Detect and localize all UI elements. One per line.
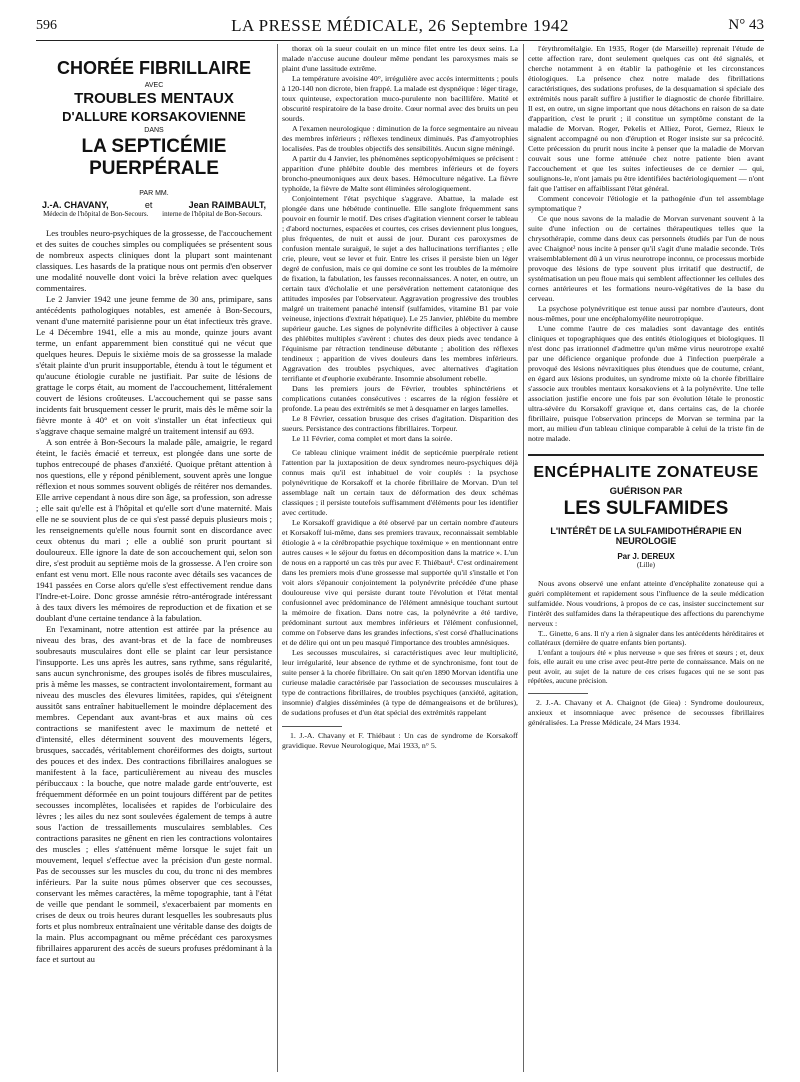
byline-prefix: PAR MM. xyxy=(139,190,169,197)
author: J.-A. CHAVANY, xyxy=(42,200,109,210)
article-subtitle: D'ALLURE KORSAKOVIENNE xyxy=(62,109,246,124)
body-paragraph: Dans les premiers jours de Février, troubles sphinctériens et complications cutanées consécutives : escarres de la région fessière et profonde. La peau des extrémités se met à desquamer en larges lamelles. xyxy=(282,384,518,413)
column-1 xyxy=(36,44,272,1072)
body-paragraph: Les secousses musculaires, si caractéristiques avec leur multiplicité, leur irrégularité, leur absence de rythme et de synchronisme, font tout de suite penser à la chorée fibrillaire. On sait qu'en 1890 Morvan identifia une curieuse maladie caractérisée par l'association de secousses musculaires à type de contractions fibrillaires, de troubles psychiques (anxiété, agitation, insomnie) d'algies disséminées (à type de démangeaisons et de brûlures), de sudations profuses et d'un état spécial des extrémités rappelant xyxy=(282,648,518,717)
body-paragraph: Les troubles neuro-psychiques de la grossesse, de l'accouchement et des suites de couches simples ou compliquées se présentent sous de nombreux aspects cliniques dont la plupart sont maintenant classiques. Les hasards de la pratique nous ont permis d'en observer une modalité nouvelle dont voici la brève relation avec quelques commentaires. xyxy=(36,228,272,293)
author-location: (Lille) xyxy=(637,561,655,569)
footnote: 1. J.-A. Chavany et F. Thiébaut : Un cas de syndrome de Korsakoff gravidique. Revue Neurologique, Mai 1933, n° 5. xyxy=(282,731,518,750)
body-paragraph: La température avoisine 40°, irrégulière avec accès intermittents ; pouls à 120-140 non dicrote, bien frappé. La malade est dyspnéique : léger tirage, toux quinteuse, expectoration muco-purulente non bacillifère. Matité et obscurité respiratoire de la base droite. Cœur normal avec des bruits un peu sourds. xyxy=(282,74,518,123)
author: Par J. DEREUX xyxy=(617,552,675,561)
article-title: CHORÉE FIBRILLAIRE xyxy=(56,58,251,78)
header-rule xyxy=(36,40,764,41)
body-paragraph: A partir du 4 Janvier, les phénomènes septicopyohémiques se précisent : apparition d'une phlébite double des membres inférieurs et de foyers broncho-pneumoniques aux deux bases. Hémoculture négative. La fièvre typhoïde, la fièvre de Malte sont éliminées sérologiquement. xyxy=(282,154,518,193)
affiliation: Médecin de l'hôpital de Bon-Secours. xyxy=(43,210,149,218)
column-divider xyxy=(277,44,278,1072)
article-connector: DANS xyxy=(144,127,164,134)
footnote-rule xyxy=(528,693,588,694)
body-paragraph: La psychose polynévritique est tenue aussi par nombre d'auteurs, dont nous-mêmes, pour une encéphalomyélite neurotropique. xyxy=(528,304,764,323)
body-paragraph: Ce que nous savons de la maladie de Morvan survenant souvent à la suite d'une infection ou de certaines thérapeutiques telles que la chrysothérapie, comme dans deux cas personnels étudiés par l'un de nous avec Chaignot² nous incite à penser qu'il s'agit d'une maladie seconde. Très vraisemblablement dû à un virus neurotrope inconnu, ce processus morbide provoque des lésions de type souvent plus irritatif que destructif, de systématisation un peu floue mais qui semblent affectionner les cellules des cornes antérieures et les formations neuro-végétatives de la base du cerveau. xyxy=(528,214,764,303)
body-paragraph: Le 8 Février, cessation brusque des crises d'agitation. Disparition des sueurs. Persistance des contractions fibrillaires. Torpeur. xyxy=(282,414,518,433)
footnote: 2. J.-A. Chavany et A. Chaignot (de Giea) : Syndrome douloureux, anxieux et insomniaque avec présence de secousses fibrillaires généralisées. La Presse Médicale, 24 Mars 1934. xyxy=(528,698,764,728)
body-paragraph: En l'examinant, notre attention est attirée par la présence au niveau des bras, des avant-bras et de la face de nombreuses soubresauts musculaires dont elle se plaint car leur persistance l'insupporte. Les uns après les autres, sans rythme, sans régularité, sans aucun synchronisme, des groupes isolés de fibres musculaires, pris à même les masses, se contractent involontairement, formant au niveau des muscles des élevures limitées, rapides, qui s'éteignent aussitôt sans entraîner habituellement le moindre déplacement des membres. Cependant aux avant-bras et aux mains où ces contractions se manifestent avec le maximum de netteté et d'intensité, elles déterminent souvent des mouvements légers, brusques, saccadés, véritablement choréiformes des doigts, surtout des pouces et des index. Des contractions fibrillaires analogues se manifestent à la face, particulièrement au niveau des muscles péribuccaux : la bouche, que notre malade garde entr'ouverte, est fréquemment déformée en un point toujours différent par de petites secousses incomplètes, localisées et rapides de l'orbiculaire des lèvres ; les ailes du nez sont soulevées également de temps à autre sous l'action de tressaillements musculaires semblables. Ces contractions parasites ne gênent en rien les contractions volontaires des muscles ; elles s'atténuent même lorsque le sujet fait un mouvement, lequel s'effectue avec la précision d'un geste normal. Pas de secousses sur les muscles du cou, du tronc ni des membres inférieurs. Par la suite nous pûmes observer que ces secousses, conservant les mêmes caractères, la même topographie, tant à l'état de veille que pendant le sommeil, s'exacerbaient par moments en crises de deux ou trois heures durant lesquelles les soubresauts plus forts et plus nombreux entraînaient une véritable danse des doigts de la main. Plus accompagnant ou même précédant ces paroxysmes fibrillaires apparurent des accès de sueurs profuses prédominant à la face et surtout au xyxy=(36,624,272,964)
article-title: ENCÉPHALITE ZONATEUSE xyxy=(533,464,759,481)
article-connector: AVEC xyxy=(144,82,164,89)
body-paragraph: Le 2 Janvier 1942 une jeune femme de 30 ans, primipare, sans antécédents pathologiques notables, est amenée à Bon-Secours, venant d'une maternité parisienne pour un état infectieux très grave. Le 4 Décembre 1941, elle a mis au monde, quinze jours avant terme, un enfant apparemment bien constitué qui ne vécut que quelques heures. Depuis le sixième mois de sa grossesse la malade s'était plainte d'un prurit insupportable, étendu à tout le tégument et qu'aucune étiologie curable ne justifiait. Par suite de lésions de grattage le corps était, au moment de l'accouchement, littéralement couvert de lésions croûteuses. L'accouchement qui se passe sans incidents fait brusquement cesser le prurit, mais dès le même soir la fièvre monte à 40° et on voit s'installer un état infectieux qui s'aggrave chaque semaine malgré un traitement intensif au 693. xyxy=(36,294,272,436)
article-subtitle: TROUBLES MENTAUX xyxy=(74,90,234,107)
body-paragraph: L'enfant a toujours été « plus nerveuse » que ses frères et sœurs ; et, deux fois, elle aurait eu une crise avec peut-être perte de connaissance. Mais on ne peut avoir, au sujet de la nature de ces crises fugaces qui ne se sont pas répétées, aucune précision. xyxy=(528,647,764,686)
page-header xyxy=(36,16,764,42)
affiliation: interne de l'hôpital de Bon-Secours. xyxy=(162,210,263,218)
journal-title: LA PRESSE MÉDICALE, 26 Septembre 1942 xyxy=(231,16,569,35)
body-paragraph: L'une comme l'autre de ces maladies sont davantage des entités cliniques et topographiques que des entités étiologiques et biologiques. Il n'est donc pas irrationnel d'admettre qu'un même virus neurotrope exalté par une déficience organique profonde due à l'infection puerpérale a provoqué des lésions névraxitiques plus étendues que de coutume, créant, en égard aux lésions produites, un syndrome mixte où la chorée fibrillaire s'associe aux troubles mentaux korsakoviens et à la polynévrite. Une telle association justifie encore une fois par son évolution létale le pronostic ultra-sévère du Korsakoff gravique et, dans certains cas, de la chorée fibrillaire, puisque l'observation princeps de Morvan se termina par la mort, au milieu d'un tableau clinique comparable à celui de la triste fin de notre malade. xyxy=(528,324,764,443)
body-paragraph: T... Ginette, 6 ans. Il n'y a rien à signaler dans les antécédents héréditaires et collatéraux (dernière de quatre enfants bien portants). xyxy=(528,629,764,648)
author-connector: et xyxy=(144,200,153,210)
body-paragraph: Comment concevoir l'étiologie et la pathogénie d'un tel assemblage symptomatique ? xyxy=(528,194,764,213)
affiliations xyxy=(42,210,266,218)
article-separator xyxy=(528,454,764,456)
authors xyxy=(42,200,266,210)
footnote-rule xyxy=(282,726,342,727)
article-subtitle: LES SULFAMIDES xyxy=(563,498,729,519)
column-3 xyxy=(528,44,764,1072)
body-paragraph: Le Korsakoff gravidique a été observé par un certain nombre d'auteurs et Korsakoff lui-même, dans ses premiers travaux, reconnaissait semblable étiologie à « la cérébropathie psychique toxémique » en mentionnant entre autres causes « le séjour du fœtus en décomposition dans la matrice ». L'un de nous en a rapporté un cas très pur avec F. Thiébaut¹. C'est ordinairement dans les premiers mois d'une grossesse mal supportée qu'il s'installe et l'on voit alors s'épanouir conjointement la polynévrite précédée d'une phase douloureuse vive qui persiste durant toute l'évolution et l'état mental confusionnel avec prédominance de l'élément amnésique touchant surtout la mémoire de fixation. Dans notre cas, la polynévrite a été tardive, prédominant surtout aux membres inférieurs et l'élément confusionnel, comme on l'observe dans les grandes infections, s'est corsé d'hallucinations et de délire qui ont un peu masqué l'importance des troubles amnésiques. xyxy=(282,518,518,647)
column-2 xyxy=(282,44,518,1072)
body-paragraph: A l'examen neurologique : diminution de la force segmentaire au niveau des membres inférieurs ; réflexes tendineux diminués. Pas d'amyotrophies localisées. Pas de troubles objectifs des sensibilités. Aucun signe méningé. xyxy=(282,124,518,153)
issue-number: N° 43 xyxy=(728,17,764,33)
body-paragraph: A son entrée à Bon-Secours la malade pâle, amaigrie, le regard éteint, le faciès émacié et terreux, est plongée dans une sorte de tuphos entrecoupé de phases d'anxiété. Quoique prêtant attention à nos questions, elle y répond péniblement, souvent après une longue réflexion et nous sommes souvent obligés de réitérer nos demandes. Elle arrive cependant à nous dire son âge, sa profession, son adresse ; elle sait qu'elle est à l'hôpital et qu'elle sort d'une maternité. Mais elle ne se souvient plus de ce qui s'est passé depuis plusieurs mois ; les renseignements qu'elle nous fournit sont en discordance avec ceux obtenus du mari ; elle a oublié son prurit pourtant si douloureux. Elle ignore la date de son accouchement qui, selon son dire, s'est produit au septième mois de la grossesse. A l'en croire son enfant est venu mort. Elle nous raconte avec détails ses vacances de 1941 passées en Corse alors qu'elle s'est effectivement rendue dans l'Indre-et-Loire. Donc grosse amnésie rétro-antérograde intéressant à des taux divers les mémoires de reproduction et de fixation et se doublant d'une certaine tendance à la fabulation. xyxy=(36,437,272,623)
article-subtitle: GUÉRISON PAR xyxy=(609,486,683,497)
body-paragraph: Conjointement l'état psychique s'aggrave. Abattue, la malade est plongée dans une hébétude continuelle. Elle sanglote fréquemment sans pouvoir en fournir le motif. Des crises d'agitation viennent corser le tableau ; d'abord nocturnes, espacées et courtes, ces crises deviennent plus longues, plus fréquentes, de nuit et aussi de jour. Durant ces paroxysmes de confusion mentale suraiguë, le sujet a des hallucinations terrifiantes ; elle crie, pleure, veut se lever et fuir. Entre les crises il persiste bien un léger degré de confusion, mais ce qui domine ce sont les troubles de la mémoire de fixation, la fabulation, les fausses reconnaissances. A noter, en outre, un certain taux d'écholalie et une persévération nettement catatonique des attitudes imposées par l'observateur. Aggravation progressive des troubles malgré un traitement panaché intensif (sulfamides, vitamine B1 par voie veineuse, injections d'extrait hépatique). Le 25 Janvier, phlébite du membre supérieur gauche. Les signes de polynévrite difficiles à objectiver à cause des phlébites multiples s'avèrent : chutes des deux pieds avec tendance à l'équinisme par rétraction tendineuse débutante ; abolition des réflexes tendineux ; apparition de vives douleurs dans les membres inférieurs. Aggravation des troubles psychiques, avec alternatives d'agitation terrifiante et d'euphorie exubérante. Insomnie absolument rebelle. xyxy=(282,194,518,383)
body-paragraph: Ce tableau clinique vraiment inédit de septicémie puerpérale retient l'attention par la juxtaposition de deux syndromes neuro-psychiques déjà connus mais qu'il est inhabituel de voir couplés : la psychose polynévritique de Korsakoff et la chorée fibrillaire de Morvan. D'un tel assemblage naît un certain taux de déformation des deux schémas classiques ; il persiste toutefois suffisamment d'éléments pour les identifier avec certitude. xyxy=(282,448,518,517)
body-paragraph: thorax où la sueur coulait en un mince filet entre les deux seins. La malade n'accuse aucune douleur même pendant les paroxysmes mais se plaint d'une lassitude extrême. xyxy=(282,44,518,73)
body-paragraph: Nous avons observé une enfant atteinte d'encéphalite zonateuse qui a guéri complètement et rapidement sous l'influence de la seule médication sulfamidée. Nous voudrions, à propos de ce cas, insister succinctement sur l'intérêt des sulfamides dans la thérapeutique des affections du parenchyme nerveux : xyxy=(528,579,764,628)
page-number: 596 xyxy=(36,18,57,33)
body-paragraph: l'érythromélalgie. En 1935, Roger (de Marseille) reprenait l'étude de cette affection rare, dont seulement quelques cas ont été signalés, et cherche notamment à en établir la pathogénie et les circonstances étiologiques. La présence chez notre malade des fibrillations caractéristiques, des sudations profuses, de la desquamation si spéciale des extrémités nous paraît suffire à justifier le diagnostic de chorée fibrillaire. Il est, en outre, un signe important que nous détachons en raison de sa date d'apparition, c'est le prurit ; il constitue un symptôme constant de la maladie de Morvan. Roger, Pekelis et Alliez, Porot, Gernez, Rieux le signalent accompagné ou non d'éruption et Roger insiste sur sa précocité. Cette précession du prurit nous incite à penser que la maladie de Morvan couvait sous une forme atténuée chez notre patiente bien avant l'accouchement et que les suites infectieuses de ce dernier — qui, soulignons-le, n'ont jamais pu être identifiées bactériologiquement — n'ont fait que l'attiser en affaiblissant l'état général. xyxy=(528,44,764,193)
article-subtitle: L'INTÉRÊT DE LA SULFAMIDOTHÉRAPIE EN NEUROLOGIE xyxy=(550,526,742,546)
article-subtitle: LA SEPTICÉMIE PUERPÉRALE xyxy=(81,136,227,179)
column-divider xyxy=(523,44,524,1072)
body-paragraph: Le 11 Février, coma complet et mort dans la soirée. xyxy=(292,434,453,443)
author: Jean RAIMBAULT, xyxy=(188,200,266,210)
